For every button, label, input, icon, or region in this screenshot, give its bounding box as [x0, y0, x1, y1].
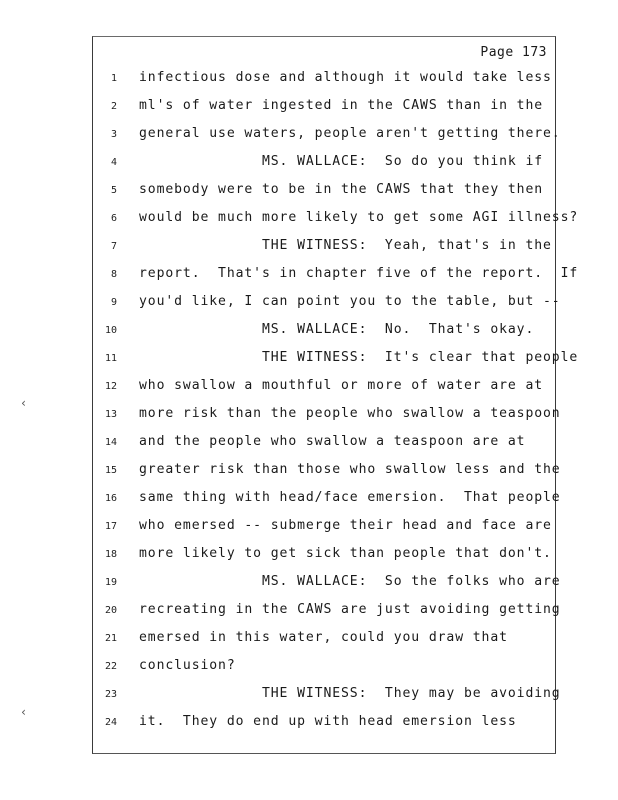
line-text: emersed in this water, could you draw that — [139, 630, 508, 645]
transcript-line — [93, 406, 561, 426]
line-number: 1 — [110, 73, 117, 84]
line-text: conclusion? — [139, 658, 236, 673]
line-text: and the people who swallow a teaspoon are at — [139, 434, 526, 449]
line-text: MS. WALLACE: So the folks who are — [139, 574, 561, 589]
transcript-line — [93, 602, 561, 622]
line-text: THE WITNESS: Yeah, that's in the — [139, 238, 552, 253]
line-text: same thing with head/face emersion. That people — [139, 490, 561, 505]
line-number: 18 — [104, 549, 117, 560]
line-number: 2 — [110, 101, 117, 112]
line-text: more risk than the people who swallow a teaspoon — [139, 406, 561, 421]
line-text: more likely to get sick than people that don't. — [139, 546, 552, 561]
transcript-line — [93, 434, 555, 454]
line-number: 4 — [110, 157, 117, 168]
line-text: general use waters, people aren't getting there. — [139, 126, 561, 141]
line-text: report. That's in chapter five of the report. If — [139, 266, 579, 281]
transcript-line — [93, 378, 555, 398]
transcript-line — [93, 70, 555, 90]
transcript-line — [93, 630, 555, 650]
line-number: 15 — [104, 465, 117, 476]
line-text: THE WITNESS: They may be avoiding — [139, 686, 561, 701]
line-number: 11 — [104, 353, 117, 364]
transcript-line — [93, 266, 579, 286]
line-number: 21 — [104, 633, 117, 644]
line-number: 3 — [110, 129, 117, 140]
line-text: you'd like, I can point you to the table, but -- — [139, 294, 561, 309]
transcript-line — [93, 98, 555, 118]
transcript-line — [93, 238, 555, 258]
line-number: 22 — [104, 661, 117, 672]
transcript-line — [93, 574, 561, 594]
line-text: who emersed -- submerge their head and face are — [139, 518, 552, 533]
line-number: 12 — [104, 381, 117, 392]
transcript-line — [93, 350, 579, 370]
line-number: 20 — [104, 605, 117, 616]
line-text: THE WITNESS: It's clear that people — [139, 350, 579, 365]
transcript-line — [93, 714, 555, 734]
transcript-line — [93, 490, 561, 510]
page-number: Page 173 — [480, 45, 547, 60]
line-text: who swallow a mouthful or more of water are at — [139, 378, 544, 393]
line-number: 9 — [110, 297, 117, 308]
transcript-line — [93, 210, 579, 230]
line-text: would be much more likely to get some AGI illness? — [139, 210, 579, 225]
transcript-line — [93, 182, 555, 202]
transcript-line — [93, 518, 555, 538]
transcript-page — [92, 36, 579, 754]
line-number: 6 — [110, 213, 117, 224]
line-text: greater risk than those who swallow less and the — [139, 462, 561, 477]
line-number: 19 — [104, 577, 117, 588]
transcript-line — [93, 546, 555, 566]
line-text: ml's of water ingested in the CAWS than in the — [139, 98, 544, 113]
transcript-line — [93, 154, 555, 174]
line-number: 16 — [104, 493, 117, 504]
line-number: 23 — [104, 689, 117, 700]
line-text: infectious dose and although it would take less — [139, 70, 552, 85]
line-number: 24 — [104, 717, 117, 728]
line-number: 8 — [110, 269, 117, 280]
line-text: somebody were to be in the CAWS that they then — [139, 182, 544, 197]
line-number: 17 — [104, 521, 117, 532]
transcript-line — [93, 658, 555, 678]
transcript-line — [93, 294, 561, 314]
scan-mark-icon: ‹ — [20, 396, 28, 410]
line-number: 10 — [104, 325, 117, 336]
line-text: it. They do end up with head emersion less — [139, 714, 517, 729]
transcript-line — [93, 462, 561, 482]
line-text: recreating in the CAWS are just avoiding getting — [139, 602, 561, 617]
transcript-line — [93, 126, 561, 146]
line-text: MS. WALLACE: No. That's okay. — [139, 322, 535, 337]
transcript-line — [93, 322, 555, 342]
scan-mark-icon: ‹ — [20, 705, 28, 719]
line-text: MS. WALLACE: So do you think if — [139, 154, 544, 169]
transcript-line — [93, 686, 561, 706]
line-number: 13 — [104, 409, 117, 420]
line-number: 7 — [110, 241, 117, 252]
line-number: 5 — [110, 185, 117, 196]
line-number: 14 — [104, 437, 117, 448]
